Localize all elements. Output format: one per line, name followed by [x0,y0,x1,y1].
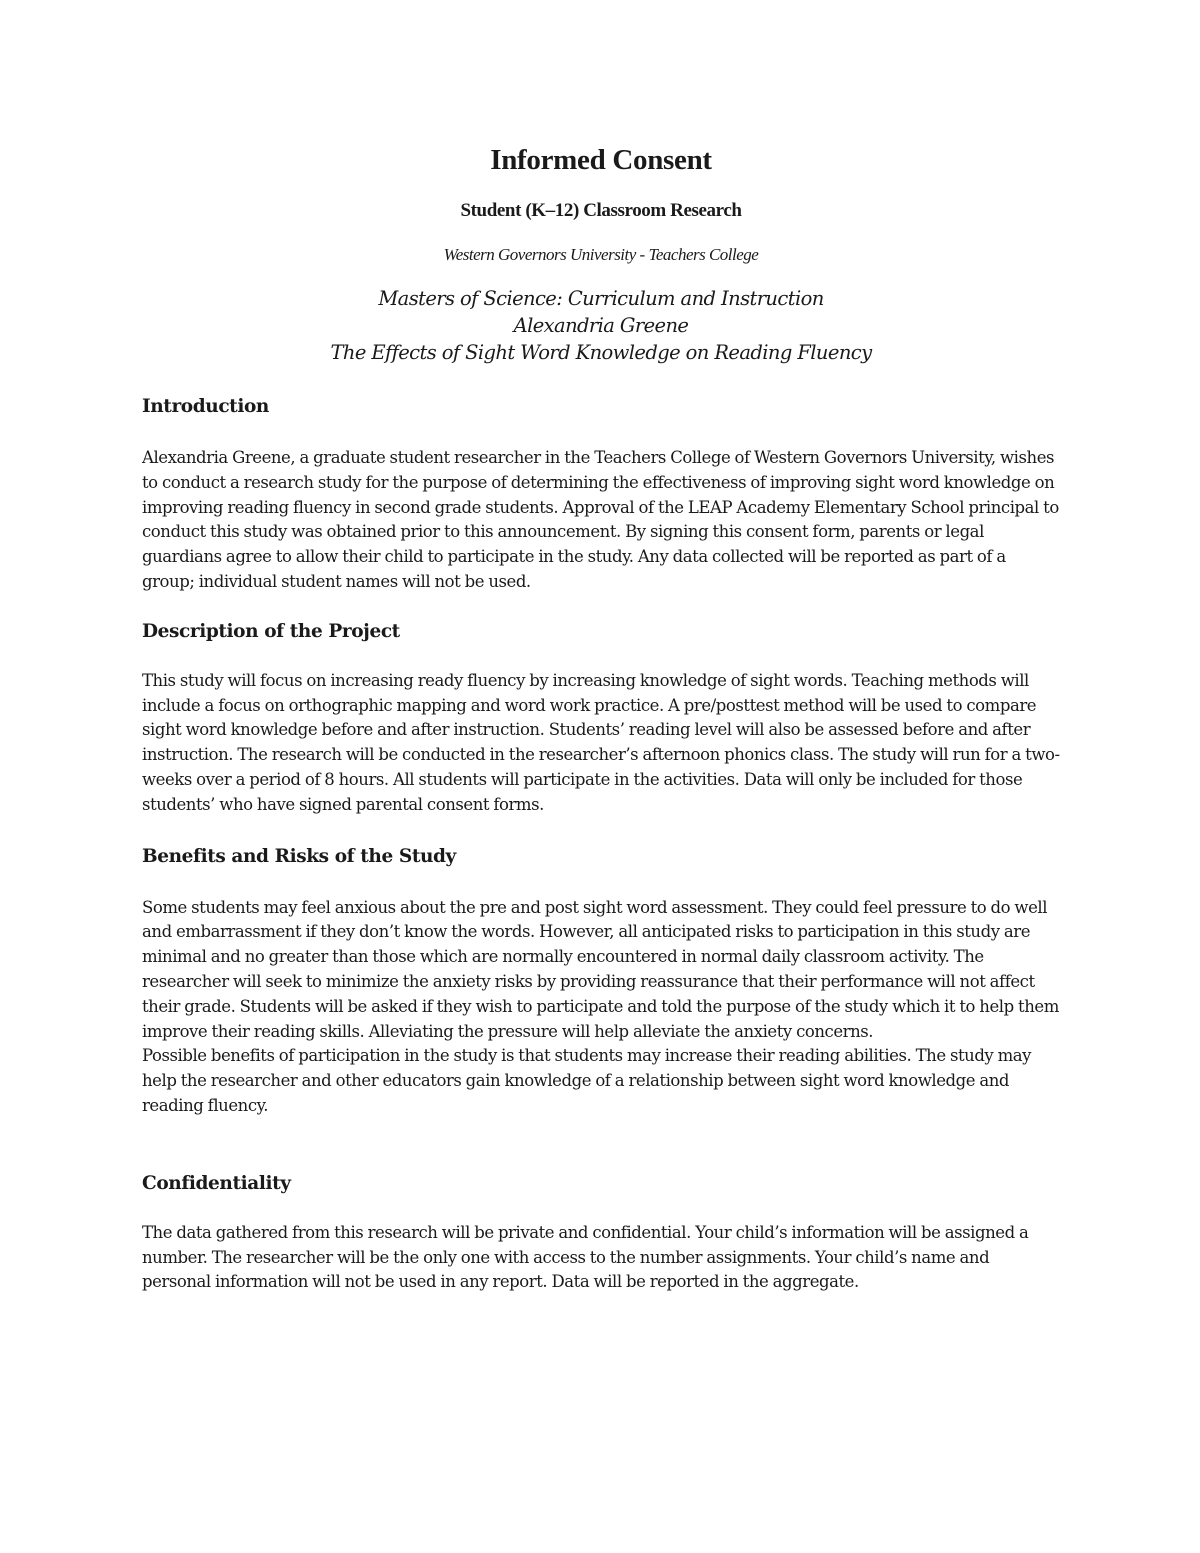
document-content [142,140,1060,1295]
study-title: The Effects of Sight Word Knowledge on Reading Fluency [330,341,872,364]
confidentiality-paragraph: The data gathered from this research will be private and confidential. Your child’s information will be assigned a number. The researcher will be the only one with access to the number assignments. Your child’s name and personal information will not be used in any report. Data will be reported in the aggregate. [142,1222,1029,1292]
benefits-paragraph: Possible benefits of participation in the study is that students may increase their reading abilities. The study may help the researcher and other educators gain knowledge of a relationship between sight word knowledge and reading fluency. [142,1046,1032,1115]
author-name: Alexandria Greene [513,314,689,337]
section-heading-description: Description of the Project [142,620,400,642]
introduction-paragraph: Alexandria Greene, a graduate student researcher in the Teachers College of Western Governors University, wishes to conduct a research study for the purpose of determining the effectiveness of improving sight word knowledge on improving reading fluency in second grade students. Approval of the LEAP Academy Elementary School principal to conduct this study was obtained prior to this announcement. By signing this consent form, parents or legal guardians agree to allow their child to participate in the study. Any data collected will be reported as part of a group; individual student names will not be used. [142,448,1059,591]
program-name: Masters of Science: Curriculum and Instruction [378,287,824,310]
section-heading-confidentiality: Confidentiality [142,1172,291,1194]
page-title: Informed Consent [490,144,712,176]
description-paragraph: This study will focus on increasing ready fluency by increasing knowledge of sight words. Teaching methods will include a focus on orthographic mapping and word work practice. A pre/posttest method will be used to compare sight word knowledge before and after instruction. Students’ reading level will also be assessed before and after instruction. The research will be conducted in the researcher’s afternoon phonics class. The study will run for a two-weeks over a period of 8 hours. All students will participate in the activities. Data will only be included for those students’ who have signed parental consent forms. [142,670,1060,814]
risks-paragraph: Some students may feel anxious about the pre and post sight word assessment. They could feel pressure to do well and embarrassment if they don’t know the words. However, all anticipated risks to participation in this study are minimal and no greater than those which are normally encountered in normal daily classroom activity. The researcher will seek to minimize the anxiety risks by providing reassurance that their performance will not affect their grade. Students will be asked if they wish to participate and told the purpose of the study which it to help them improve their reading skills. Alleviating the pressure will help alleviate the anxiety concerns. [142,897,1059,1041]
section-heading-introduction: Introduction [142,396,269,417]
document-header [142,140,1060,366]
study-info-block [142,285,1060,366]
document-subtitle: Student (K–12) Classroom Research [460,200,742,221]
institution-name: Western Governors University - Teachers College [443,245,759,264]
section-heading-benefits-risks: Benefits and Risks of the Study [142,845,456,867]
